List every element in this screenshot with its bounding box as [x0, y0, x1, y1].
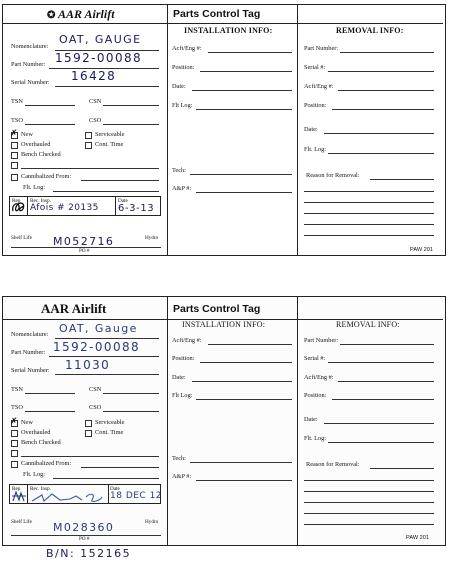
cannibalized-checkbox[interactable]	[11, 174, 18, 181]
bench-checked-checkbox[interactable]	[11, 440, 18, 447]
po-label: PO #	[79, 536, 90, 542]
po-label: PO #	[79, 248, 90, 254]
install-flt-log-label: Flt Log:	[172, 392, 193, 399]
cso-label: CSO	[89, 404, 102, 411]
overhauled-label: Overhauled	[21, 429, 51, 436]
part-number-label: Part Number:	[11, 61, 46, 68]
serial-number-value: 11030	[65, 358, 111, 372]
rep-signature	[10, 197, 28, 217]
po-value: M052716	[53, 235, 115, 248]
removal-header: REMOVAL INFO:	[336, 320, 400, 329]
position-label: Position:	[172, 64, 195, 71]
overhauled-checkbox[interactable]	[11, 142, 18, 149]
removal-date-label: Date:	[304, 416, 318, 423]
form-number: PAW 201	[410, 247, 434, 253]
form-number: PAW 201	[406, 535, 430, 541]
serial-number-label: Serial Number:	[11, 79, 50, 86]
nomenclature-label: Nomenclature:	[11, 43, 49, 50]
shelf-life-label: Shelf Life	[11, 519, 32, 525]
install-date-label: Date:	[172, 374, 186, 381]
new-label: New	[21, 419, 33, 426]
ap-label: A&P #:	[172, 473, 192, 480]
removal-info-column	[297, 297, 445, 545]
installation-info-column	[167, 297, 297, 545]
flt-log-label: Flt. Log:	[23, 471, 46, 478]
install-date-label: Date:	[172, 83, 186, 90]
install-flt-log-label: Flt Log:	[172, 102, 193, 109]
acft-eng-label: Acft/Eng #:	[172, 45, 202, 52]
installation-header: INSTALLATION INFO:	[182, 320, 266, 329]
shelf-life-label: Shelf Life	[11, 235, 32, 241]
cannibalized-label: Cannibalized From:	[21, 460, 72, 467]
serial-number-value: 16428	[71, 69, 117, 83]
removal-position-label: Position:	[304, 392, 327, 399]
tech-label: Tech:	[172, 455, 186, 462]
serviceable-checkbox[interactable]	[85, 132, 92, 139]
date-label: Date	[110, 486, 120, 492]
tech-label: Tech:	[172, 167, 186, 174]
cont-time-label: Cont. Time	[95, 429, 124, 436]
csn-label: CSN	[89, 98, 102, 105]
bench-checked-label: Bench Checked	[21, 151, 61, 158]
removal-serial-label: Serial #:	[304, 355, 326, 362]
serial-number-label: Serial Number:	[11, 367, 50, 374]
part-number-label: Part Number:	[11, 349, 46, 356]
cannibalized-label: Cannibalized From:	[21, 173, 72, 180]
tsn-label: TSN	[11, 98, 23, 105]
reason-for-removal-label: Reason for Removal:	[306, 461, 360, 468]
nomenclature-value: OAT, Gauge	[59, 322, 138, 335]
tsn-label: TSN	[11, 386, 23, 393]
removal-acft-eng-label: Acft/Eng #:	[304, 83, 334, 90]
part-number-value: 1592-00088	[53, 340, 141, 354]
inspection-box	[9, 196, 161, 216]
tag-title: Parts Control Tag	[173, 303, 261, 315]
cont-time-checkbox[interactable]	[85, 142, 92, 149]
removal-header: REMOVAL INFO:	[336, 26, 404, 35]
tag-title: Parts Control Tag	[173, 8, 261, 20]
cont-time-checkbox[interactable]	[85, 430, 92, 437]
rec-insp-signature	[30, 491, 106, 504]
part-info-column	[3, 5, 167, 255]
rep-label: Rep	[12, 198, 21, 204]
rec-insp-label: Rec. Insp.	[30, 198, 51, 204]
nomenclature-label: Nomenclature:	[11, 331, 49, 338]
flt-log-label: Flt. Log:	[23, 184, 46, 191]
part-info-column	[3, 297, 167, 545]
removal-flt-log-label: Flt. Log:	[304, 146, 327, 153]
serviceable-label: Serviceable	[95, 131, 125, 138]
cannibalized-checkbox[interactable]	[11, 461, 18, 468]
date-value: 6-3-13	[118, 203, 155, 214]
csn-label: CSN	[89, 386, 102, 393]
removal-info-column	[297, 5, 445, 255]
removal-acft-eng-label: Acft/Eng #:	[304, 374, 334, 381]
other-checkbox[interactable]	[11, 162, 18, 169]
serviceable-checkbox[interactable]	[85, 420, 92, 427]
inspection-box	[9, 484, 161, 504]
new-checkbox[interactable]	[11, 420, 18, 427]
acft-eng-label: Acft/Eng #:	[172, 337, 202, 344]
tso-label: TSO	[11, 117, 23, 124]
bench-checked-checkbox[interactable]	[11, 152, 18, 159]
installation-header: INSTALLATION INFO:	[184, 26, 273, 35]
nomenclature-value: OAT, GAUGE	[59, 33, 142, 46]
position-label: Position:	[172, 355, 195, 362]
new-label: New	[21, 131, 33, 138]
cont-time-label: Cont. Time	[95, 141, 124, 148]
removal-flt-log-label: Flt. Log:	[304, 435, 327, 442]
rec-insp-value: Afois # 20135	[30, 203, 99, 213]
date-value: 18 DEC 12	[110, 491, 163, 501]
po-value: M028360	[53, 521, 115, 534]
removal-serial-label: Serial #:	[304, 64, 326, 71]
removal-part-number-label: Part Number:	[304, 337, 339, 344]
overhauled-label: Overhauled	[21, 141, 51, 148]
star-icon: ✪	[47, 10, 56, 21]
company-logo: ✪ AAR Airlift	[47, 7, 115, 21]
removal-part-number-label: Part Number:	[304, 45, 339, 52]
rep-signature	[11, 488, 27, 504]
parts-control-tag-1	[2, 4, 446, 256]
hydro-label: Hydro	[145, 235, 159, 241]
overhauled-checkbox[interactable]	[11, 430, 18, 437]
cso-label: CSO	[89, 117, 102, 124]
rep-label: Rep	[12, 486, 21, 492]
rec-insp-label: Rec. Insp.	[30, 486, 51, 492]
part-number-value: 1592-00088	[55, 51, 143, 65]
company-logo: AAR Airlift	[41, 301, 107, 316]
batch-number-note: B/N: 152165	[46, 547, 132, 560]
ap-label: A&P #:	[172, 185, 192, 192]
bench-checked-label: Bench Checked	[21, 439, 61, 446]
tso-label: TSO	[11, 404, 23, 411]
reason-for-removal-label: Reason for Removal:	[306, 172, 360, 179]
installation-info-column	[167, 5, 297, 255]
removal-date-label: Date:	[304, 126, 318, 133]
hydro-label: Hydro	[145, 519, 159, 525]
other-checkbox[interactable]	[11, 450, 18, 457]
new-checkbox[interactable]	[11, 132, 18, 139]
parts-control-tag-2	[2, 296, 446, 546]
serviceable-label: Serviceable	[95, 419, 125, 426]
date-label: Date	[118, 198, 128, 204]
removal-position-label: Position:	[304, 102, 327, 109]
